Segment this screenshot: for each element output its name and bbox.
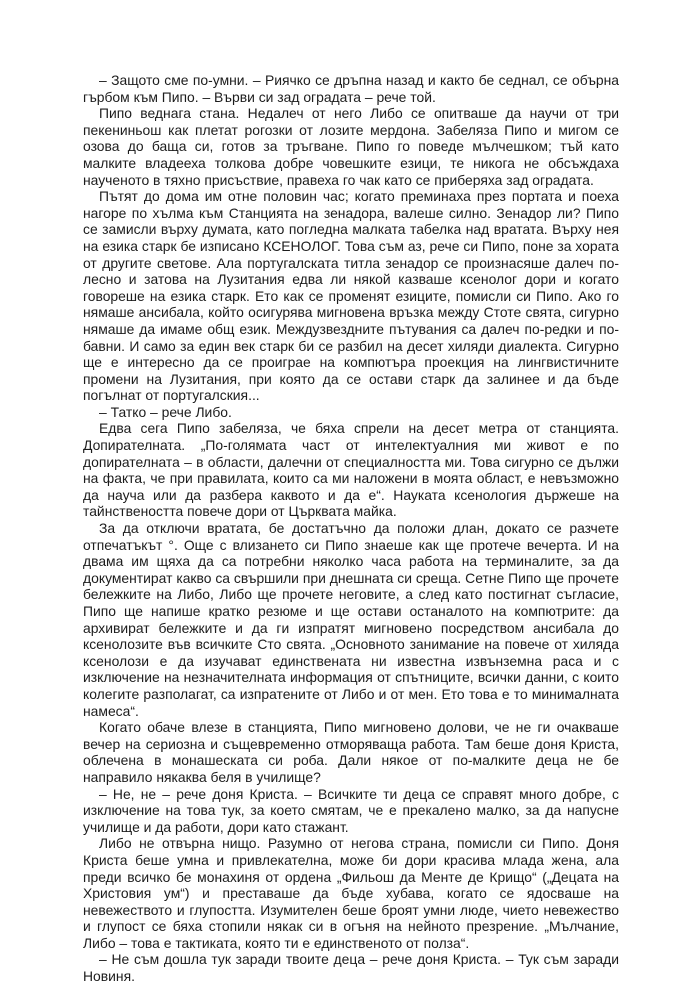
paragraph: – Не, не – рече доня Криста. – Всичките ти деца се справят много добре, с изключение на това тук, за което смятам, че е прекалено малко, за да напусне училище и да работи, дори като стажант. [83, 785, 619, 835]
paragraph: – Не съм дошла тук заради твоите деца – рече доня Криста. – Тук съм заради Новиня. [83, 951, 619, 985]
paragraph: Когато обаче влезе в станцията, Пипо мигновено долови, че не ги очакваше вечер на сериозна и същевременно отморяваща работа. Там беше доня Криста, облечена в монашеската си роба. Дали някое от по-малките деца не бе направило някаква беля в училище? [83, 719, 619, 785]
body-text [83, 72, 619, 985]
paragraph: – Татко – рече Либо. [99, 403, 232, 420]
paragraph: – Защото сме по-умни. – Риячко се дръпна назад и както бе седнал, се обърна гърбом към Пипо. – Върви си зад оградата – рече той. [83, 72, 619, 105]
paragraph: Пипо веднага стана. Недалеч от него Либо се опитваше да научи от три пекениньош как плетат рогозки от лозите мердона. Забеляза Пипо и мигом се озова до баща си, готов за тръгване. Пипо го поведе мълчешком; тъй като малките владееха толкова добре човешките езици, те никога не обсъждаха наученото в тяхно присъствие, правеха го чак като се приберяха зад оградата. [83, 105, 619, 188]
paragraph: Едва сега Пипо забеляза, че бяха спрели на десет метра от станцията. Допирателната. „По-голямата част от интелектуалния ми живот е по допирателната – в области, далечни от специалността ми. Това сигурно се дължи на факта, че при правилата, които са ми наложени в моята област, е невъзможно да науча или да разбера каквото и да е“. Науката ксенология държеше на тайнствеността повече дори от Църквата майка. [83, 420, 619, 520]
paragraph: Пътят до дома им отне половин час; когато преминаха през портата и поеха нагоре по хълма към Станцията на зенадора, валеше силно. Зенадор ли? Пипо се замисли върху думата, като погледна малката табелка над вратата. Върху нея на езика старк бе изписано КСЕНОЛОГ. Това съм аз, рече си Пипо, поне за хората от другите светове. Ала португалската титла зенадор се произнасяше далеч по-лесно и затова на Лузитания едва ли някой казваше ксенолог дори и когато говореше на езика старк. Ето как се променят езиците, помисли си Пипо. Ако го нямаше ансибала, който осигурява мигновена връзка между Стоте свята, сигурно нямаше да имаме общ език. Междузвездните пътувания са далеч по-редки и по-бавни. И само за един век старк би се разбил на десет хиляди диалекта. Сигурно ще е интересно да се проиграе на компютъра проекция на лингвистичните промени на Лузитания, при която да се остави старк да залинее и да бъде погълнат от португалския... [83, 188, 619, 404]
paragraph: За да отключи вратата, бе достатъчно да положи длан, докато се разчете отпечатъкът °. Още с влизането си Пипо знаеше как ще протече вечерта. И на двама им щяха да са потребни няколко часа работа на терминалите, за да документират какво са свършили при днешната си среща. Сетне Пипо ще прочете бележките на Либо, Либо ще прочете неговите, а след като постигнат съгласие, Пипо ще напише кратко резюме и ще остави останалото на компютрите: да архивират бележките и да ги изпратят мигновено посредством ансибала до ксенолозите във всичките Сто свята. „Основното занимание на повече от хиляда ксенолози е да изучават единствената ни известна извънземна раса и с изключение на незначителната информация от спътниците, всички данни, с които колегите разполагат, са изпратените от Либо и от мен. Ето това е то минималната намеса“. [83, 520, 619, 719]
paragraph: Либо не отвърна нищо. Разумно от негова страна, помисли си Пипо. Доня Криста беше умна и привлекателна, може би дори красива млада жена, ала преди всичко бе монахиня от ордена „Фильош да Менте де Крищо“ („Децата на Христовия ум“) и преставаше да бъде хубава, когато се ядосваше на невежеството и глупостта. Изумителен беше броят умни люде, чието невежество и глупост се бяха стопили някак си в огъня на нейното презрение. „Мълчание, Либо – това е тактиката, която ти е единственото от полза“. [83, 835, 619, 951]
